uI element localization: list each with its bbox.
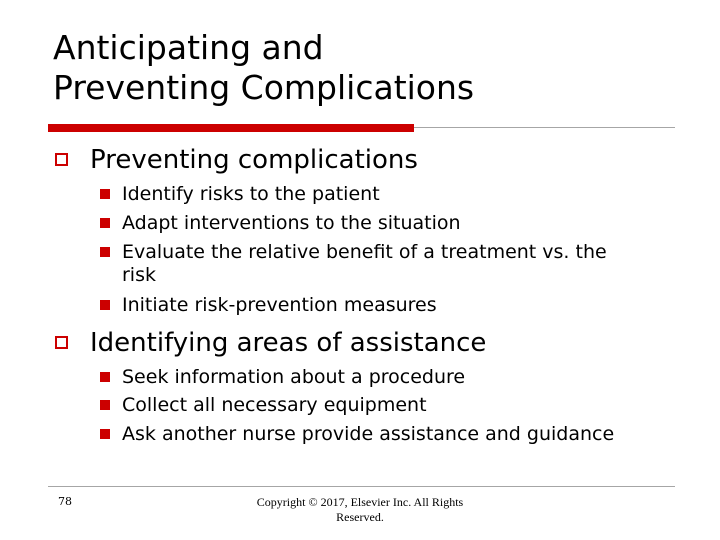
list-item-text: Ask another nurse provide assistance and guidance [122,423,615,445]
page-number: 78 [58,495,72,508]
slide-title [53,28,673,108]
list-item-text: Collect all necessary equipment [122,394,427,416]
section-heading: Identifying areas of assistance [90,328,487,358]
slide-title-line-2: Preventing Complications [53,68,475,107]
list-item-text: Evaluate the relative benefit of a treatment vs. the risk [122,241,607,286]
hollow-square-bullet-icon [55,153,68,166]
list-item-text: Initiate risk-prevention measures [122,294,437,316]
filled-square-bullet-icon [100,372,110,382]
list-item-text: Seek information about a procedure [122,366,466,388]
list-item [100,241,645,287]
filled-square-bullet-icon [100,218,110,228]
list-item [100,183,660,206]
filled-square-bullet-icon [100,400,110,410]
copyright-notice [230,495,490,525]
list-item [100,212,660,235]
slide-title-line-1: Anticipating and [53,28,324,67]
list-item [100,394,660,417]
list-item [100,366,660,389]
section-heading: Preventing complications [90,145,418,175]
copyright-line-1: Copyright © 2017, Elsevier Inc. All Rights [256,495,464,509]
footer-divider-line [48,486,675,487]
list-item [100,423,660,446]
list-item-text: Identify risks to the patient [122,183,380,205]
list-item-text: Adapt interventions to the situation [122,212,461,234]
hollow-square-bullet-icon [55,336,68,349]
filled-square-bullet-icon [100,429,110,439]
copyright-line-2: Reserved. [336,510,384,524]
title-accent-bar [48,124,414,132]
list-item [100,294,660,317]
filled-square-bullet-icon [100,189,110,199]
filled-square-bullet-icon [100,247,110,257]
filled-square-bullet-icon [100,300,110,310]
